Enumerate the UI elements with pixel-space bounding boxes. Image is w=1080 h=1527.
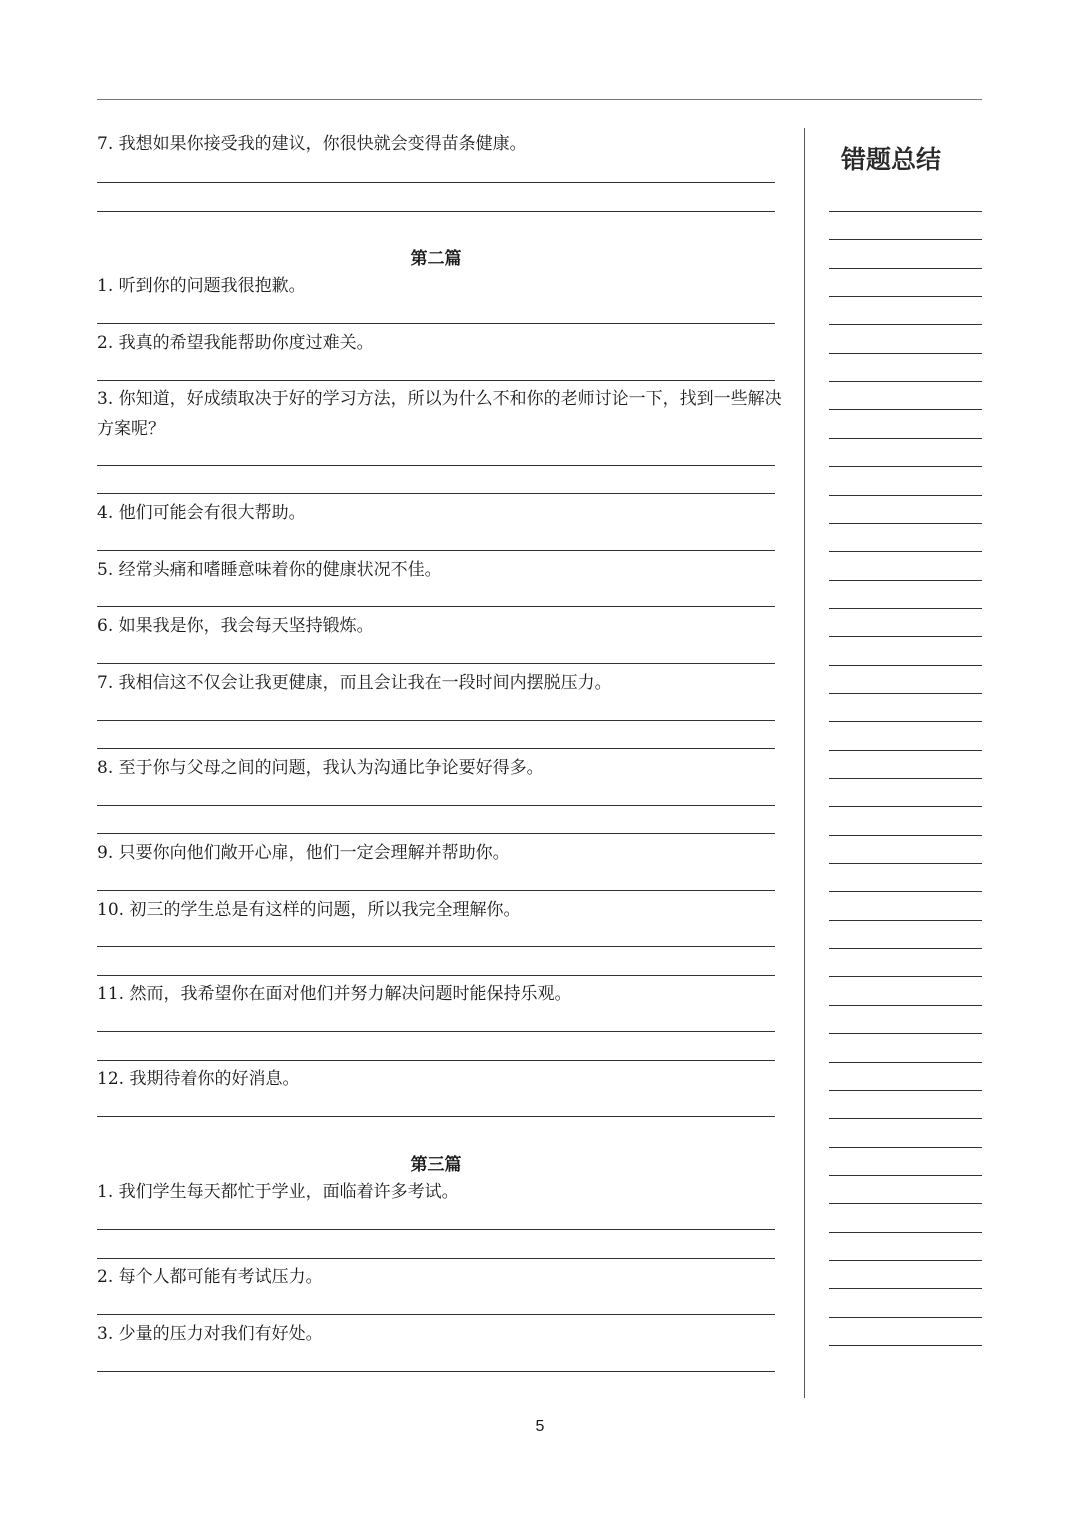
section-title: 第二篇 <box>410 249 462 269</box>
sentence-item: 11. 然而，我希望你在面对他们并努力解决问题时能保持乐观。 <box>97 984 572 1004</box>
sentence-item: 1. 听到你的问题我很抱歉。 <box>97 276 306 296</box>
summary-line[interactable] <box>829 1203 982 1204</box>
answer-line[interactable] <box>97 1371 775 1372</box>
summary-line[interactable] <box>829 523 982 524</box>
sentence-item: 7. 我想如果你接受我的建议，你很快就会变得苗条健康。 <box>97 134 527 154</box>
summary-line[interactable] <box>829 211 982 212</box>
answer-line[interactable] <box>97 805 775 806</box>
summary-line[interactable] <box>829 721 982 722</box>
summary-line[interactable] <box>829 976 982 977</box>
summary-line[interactable] <box>829 1260 982 1261</box>
summary-line[interactable] <box>829 466 982 467</box>
summary-line[interactable] <box>829 665 982 666</box>
answer-line[interactable] <box>97 380 775 381</box>
answer-line[interactable] <box>97 1060 775 1061</box>
answer-line[interactable] <box>97 748 775 749</box>
summary-line[interactable] <box>829 551 982 552</box>
summary-line[interactable] <box>829 1175 982 1176</box>
answer-line[interactable] <box>97 946 775 947</box>
summary-line[interactable] <box>829 806 982 807</box>
summary-line[interactable] <box>829 835 982 836</box>
summary-line[interactable] <box>829 1090 982 1091</box>
summary-line[interactable] <box>829 1232 982 1233</box>
answer-line[interactable] <box>97 1314 775 1315</box>
sentence-item: 3. 你知道，好成绩取决于好的学习方法，所以为什么不和你的老师讨论一下，找到一些解决方案呢？ <box>97 389 782 439</box>
summary-line[interactable] <box>829 1005 982 1006</box>
answer-line[interactable] <box>97 182 775 183</box>
summary-line[interactable] <box>829 863 982 864</box>
summary-line[interactable] <box>829 324 982 325</box>
summary-line[interactable] <box>829 1062 982 1063</box>
sentence-item: 7. 我相信这不仅会让我更健康，而且会让我在一段时间内摆脱压力。 <box>97 673 612 693</box>
answer-line[interactable] <box>97 975 775 976</box>
summary-line[interactable] <box>829 1317 982 1318</box>
section-title: 第三篇 <box>410 1155 462 1175</box>
page-number: 5 <box>535 1418 545 1435</box>
answer-line[interactable] <box>97 663 775 664</box>
answer-line[interactable] <box>97 493 775 494</box>
answer-line[interactable] <box>97 465 775 466</box>
summary-line[interactable] <box>829 268 982 269</box>
summary-line[interactable] <box>829 495 982 496</box>
answer-line[interactable] <box>97 1116 775 1117</box>
summary-line[interactable] <box>829 891 982 892</box>
answer-line[interactable] <box>97 211 775 212</box>
summary-line[interactable] <box>829 1288 982 1289</box>
summary-line[interactable] <box>829 948 982 949</box>
summary-line[interactable] <box>829 296 982 297</box>
sentence-item: 5. 经常头痛和嗜睡意味着你的健康状况不佳。 <box>97 560 442 580</box>
sentence-item: 6. 如果我是你，我会每天坚持锻炼。 <box>97 616 374 636</box>
answer-line[interactable] <box>97 550 775 551</box>
summary-line[interactable] <box>829 778 982 779</box>
sentence-item: 3. 少量的压力对我们有好处。 <box>97 1324 323 1344</box>
summary-line[interactable] <box>829 608 982 609</box>
summary-line[interactable] <box>829 636 982 637</box>
answer-line[interactable] <box>97 323 775 324</box>
summary-line[interactable] <box>829 381 982 382</box>
sentence-item: 2. 我真的希望我能帮助你度过难关。 <box>97 333 374 353</box>
summary-line[interactable] <box>829 239 982 240</box>
column-divider <box>804 128 805 1398</box>
sentence-item: 10. 初三的学生总是有这样的问题，所以我完全理解你。 <box>97 900 521 920</box>
sentence-item: 4. 他们可能会有很大帮助。 <box>97 503 306 523</box>
summary-line[interactable] <box>829 438 982 439</box>
summary-line[interactable] <box>829 693 982 694</box>
header-rule <box>97 99 982 100</box>
sentence-item: 8. 至于你与父母之间的问题，我认为沟通比争论要好得多。 <box>97 758 544 778</box>
mistake-summary-title: 错题总结 <box>840 145 941 174</box>
answer-line[interactable] <box>97 833 775 834</box>
answer-line[interactable] <box>97 720 775 721</box>
summary-line[interactable] <box>829 580 982 581</box>
summary-line[interactable] <box>829 1345 982 1346</box>
sentence-item: 9. 只要你向他们敞开心扉，他们一定会理解并帮助你。 <box>97 843 510 863</box>
summary-line[interactable] <box>829 1147 982 1148</box>
summary-line[interactable] <box>829 920 982 921</box>
summary-line[interactable] <box>829 353 982 354</box>
sentence-item: 1. 我们学生每天都忙于学业，面临着许多考试。 <box>97 1182 459 1202</box>
answer-line[interactable] <box>97 1031 775 1032</box>
answer-line[interactable] <box>97 606 775 607</box>
answer-line[interactable] <box>97 1229 775 1230</box>
summary-line[interactable] <box>829 750 982 751</box>
answer-line[interactable] <box>97 890 775 891</box>
summary-line[interactable] <box>829 409 982 410</box>
sentence-item: 12. 我期待着你的好消息。 <box>97 1069 300 1089</box>
summary-line[interactable] <box>829 1118 982 1119</box>
sentence-item: 2. 每个人都可能有考试压力。 <box>97 1267 323 1287</box>
answer-line[interactable] <box>97 1258 775 1259</box>
summary-line[interactable] <box>829 1033 982 1034</box>
